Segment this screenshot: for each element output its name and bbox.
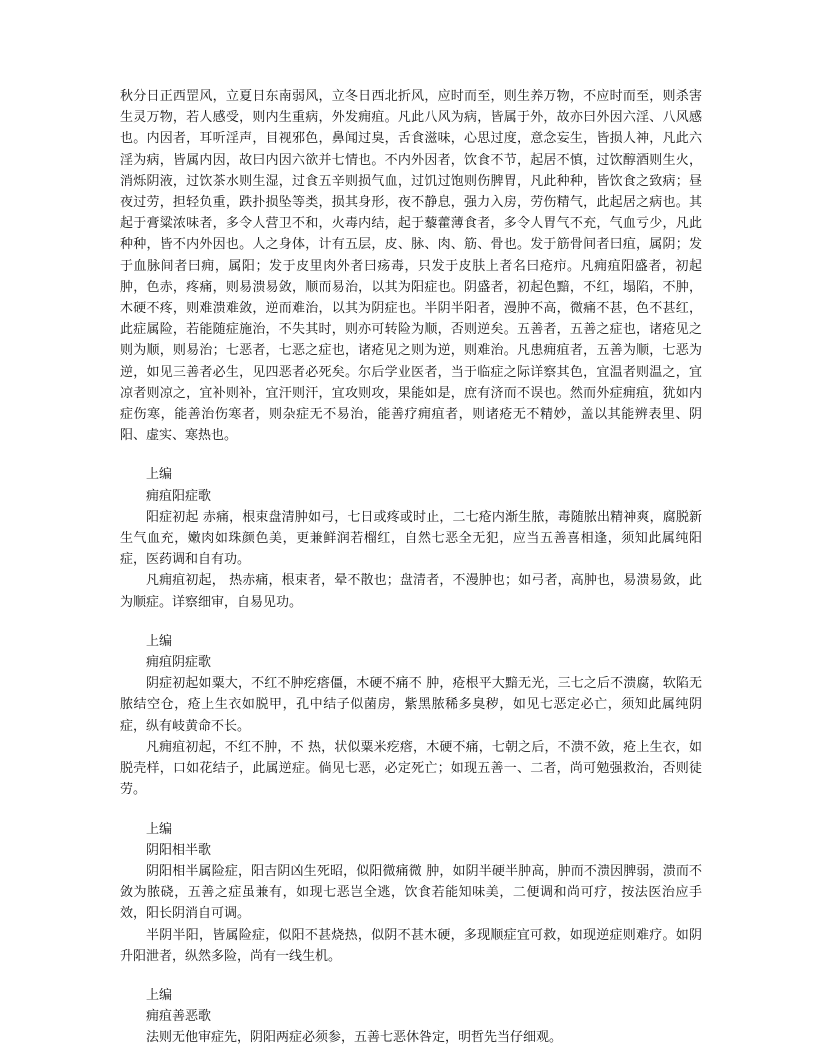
section-title: 痈疽阴症歌 — [146, 655, 212, 671]
section-yin-song — [120, 631, 702, 801]
document-page — [120, 86, 702, 1049]
verse-paragraph: 阳症初起 赤痛，根束盘清肿如弓，七日或疼或时止，二七疮内渐生脓，毒随脓出精神爽，腐脱新生气血充，嫩肉如珠颜色美，更兼鲜润若榴红，自然七恶全无犯，应当五善喜相逢，须知此属纯阳症，医药调和自有功。 — [120, 509, 702, 568]
section-title: 痈疽善恶歌 — [146, 1009, 212, 1025]
section-book-label: 上编 — [146, 987, 173, 1003]
section-yin-yang-half-song — [120, 819, 702, 967]
section-good-bad-song — [120, 985, 702, 1049]
section-book-label: 上编 — [146, 633, 173, 649]
commentary-paragraph: 凡痈疽初起，不红不肿，不 热，状似粟米疙瘩，木硬不痛，七朝之后，不溃不敛，疮上生衣，如脱壳样，口如花结子，此属逆症。倘见七恶，必定死亡；如现五善一、二者，尚可勉强救治，否则徒劳。 — [120, 739, 702, 798]
commentary-paragraph: 凡痈疽初起， 热赤痛，根束者，晕不散也；盘清者，不漫肿也；如弓者，高肿也，易溃易敛，此为顺症。详察细审，自易见功。 — [120, 573, 702, 610]
commentary-paragraph: 半阴半阳，皆属险症，似阳不甚烧热，似阴不甚木硬，多现顺症宜可救，如现逆症则难疗。如阴升阳泄者，纵然多险，尚有一线生机。 — [120, 927, 702, 964]
section-book-label: 上编 — [146, 821, 173, 837]
intro-paragraph: 秋分日正西罡风，立夏日东南弱风，立冬日西北折风，应时而至，则生养万物，不应时而至，则杀害生灵万物，若人感受，则内生重病，外发痈疽。凡此八风为病，皆属于外，故亦曰外因六淫、八风感也。内因者，耳听淫声，目视邪色，鼻闻过臭，舌食滋味，心思过度，意念妄生，皆损人神，凡此六淫为病，皆属内因，故曰内因六欲并七情也。不内外因者，饮食不节，起居不慎，过饮醇酒则生火，消烁阴液，过饮茶水则生湿，过食五辛则损气血，过饥过饱则伤脾胃，凡此种种，皆饮食之致病；昼夜过劳，担轻负重，跌扑损坠等类，损其身形，夜不静息，强力入房，劳伤精气，此起居之病也。其起于膏粱浓味者，多令人营卫不和，火毒内结，起于藜藿薄食者，多令人胃气不充，气血亏少，凡此种种，皆不内外因也。人之身体，计有五层，皮、脉、肉、筋、骨也。发于筋骨间者曰疽，属阴；发于血脉间者曰痈，属阳；发于皮里肉外者曰疡毒，只发于皮肤上者名曰疮疖。凡痈疽阳盛者，初起 肿，色赤，疼痛，则易溃易敛，顺而易治，以其为阳症也。阴盛者，初起色黯，不红，塌陷，不肿，木硬不疼，则难溃难敛，逆而难治，以其为阴症也。半阴半阳者，漫肿不高，微痛不甚，色不甚红，此症属险，若能随症施治，不失其时，则亦可转险为顺，否则逆矣。五善者，五善之症也，诸疮见之则为顺，则易治；七恶者，七恶之症也，诸疮见之则为逆，则难治。凡患痈疽者，五善为顺，七恶为逆，如见三善者必生，见四恶者必死矣。尔后学业医者，当于临症之际详察其色，宜温者则温之，宜凉者则凉之，宜补则补，宜汗则汗，宜攻则攻，果能如是，庶有济而不误也。然而外症痈疽，犹如内症伤寒，能善治伤寒者，则杂症无不易治，能善疗痈疽者，则诸疮无不精妙，盖以其能辨表里、阴阳、虚实、寒热也。 — [120, 89, 702, 444]
verse-paragraph: 阴阳相半属险症，阳吉阴凶生死昭，似阳微痛微 肿，如阴半硬半肿高，肿而不溃因脾弱，溃而不敛为脓硗，五善之症虽兼有，如现七恶岂全逃，饮食若能知味美，二便调和尚可疗，按法医治应手效，阳长阴消自可调。 — [120, 863, 702, 922]
section-title: 痈疽阳症歌 — [146, 488, 212, 504]
section-yang-song — [120, 464, 702, 612]
verse-paragraph: 法则无他审症先，阴阳两症必须参，五善七恶休咎定，明哲先当仔细观。 — [146, 1030, 563, 1046]
section-book-label: 上编 — [146, 467, 173, 483]
verse-paragraph: 阴症初起如粟大，不红不肿疙瘩僵，木硬不痛不 肿，疮根平大黯无光，三七之后不溃腐，软陷无脓结空仓，疮上生衣如脱甲，孔中结子似菌房，紫黑脓稀多臭秽，如见七恶定必亡，须知此属纯阴症，纵有岐黄命不长。 — [120, 676, 702, 734]
section-title: 阴阳相半歌 — [146, 842, 212, 858]
